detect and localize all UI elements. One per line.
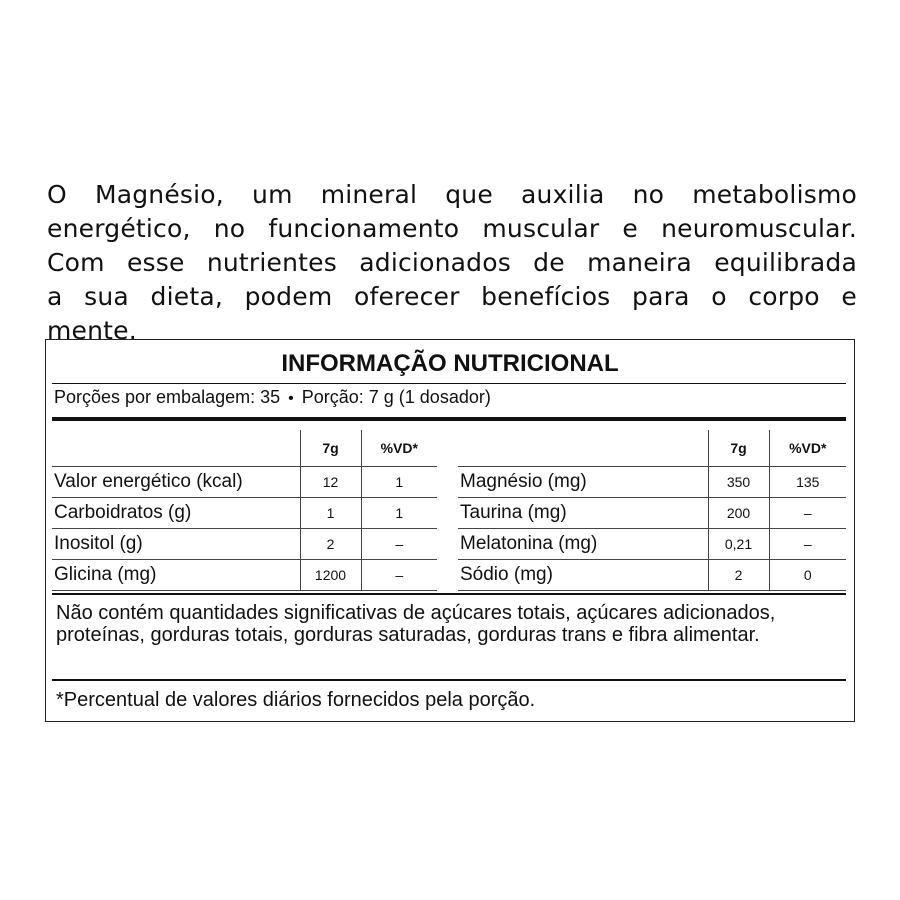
- table-row: [458, 560, 846, 591]
- daily-value-footnote: *Percentual de valores diários fornecidos pela porção.: [56, 689, 536, 711]
- product-description: [47, 178, 857, 348]
- nutrient-name: Taurina (mg): [458, 498, 708, 529]
- description-line: energético, no funcionamento muscular e neuromuscular.: [47, 214, 857, 243]
- divider: [52, 679, 846, 681]
- nutrient-vd: 135: [769, 467, 846, 498]
- nutrient-name: Magnésio (mg): [458, 467, 708, 498]
- table-row: [52, 498, 437, 529]
- table-row: [52, 560, 437, 591]
- nutrient-vd: 0: [769, 560, 846, 591]
- nutrient-amount: 350: [708, 467, 769, 498]
- nutrient-amount: 0,21: [708, 529, 769, 560]
- nutrition-title: INFORMAÇÃO NUTRICIONAL: [281, 350, 619, 377]
- nutrient-name: Inositol (g): [52, 529, 300, 560]
- description-line: Com esse nutrientes adicionados de maneira equilibrada: [47, 248, 857, 277]
- nutrient-name: Melatonina (mg): [458, 529, 708, 560]
- column-header-vd: %VD*: [361, 430, 437, 467]
- table-row: [458, 498, 846, 529]
- column-header-vd: %VD*: [769, 430, 846, 467]
- nutrient-name: Sódio (mg): [458, 560, 708, 591]
- nutrient-amount: 1200: [300, 560, 361, 591]
- table-row: [458, 529, 846, 560]
- table-row: [52, 467, 437, 498]
- nutrient-vd: 1: [361, 467, 437, 498]
- nutrient-amount: 1: [300, 498, 361, 529]
- nutrient-amount: 2: [708, 560, 769, 591]
- column-header-empty: [52, 430, 300, 467]
- portion-size: Porção: 7 g (1 dosador): [301, 387, 491, 407]
- description-line: a sua dieta, podem oferecer benefícios para o corpo e: [47, 282, 857, 311]
- serving-info: [54, 387, 491, 408]
- divider: [52, 383, 846, 384]
- nutrient-vd: 1: [361, 498, 437, 529]
- description-line: mente.: [47, 316, 137, 345]
- nutrient-amount: 2: [300, 529, 361, 560]
- table-row: [458, 467, 846, 498]
- nutrient-table-right: [458, 430, 846, 591]
- column-header-amount: 7g: [300, 430, 361, 467]
- nutrient-amount: 200: [708, 498, 769, 529]
- nutrient-vd: –: [361, 560, 437, 591]
- nutrient-name: Valor energético (kcal): [52, 467, 300, 498]
- portions-per-package: Porções por embalagem: 35: [54, 387, 281, 407]
- nutrient-vd: –: [361, 529, 437, 560]
- divider: [52, 593, 846, 595]
- nutrient-table-left: [52, 430, 437, 591]
- nutrition-facts-panel: [45, 339, 855, 722]
- nutrient-vd: –: [769, 498, 846, 529]
- description-line: O Magnésio, um mineral que auxilia no metabolismo: [47, 180, 857, 209]
- nutrient-amount: 12: [300, 467, 361, 498]
- nutrient-name: Glicina (mg): [52, 560, 300, 591]
- table-row: [52, 529, 437, 560]
- nutrient-name: Carboidratos (g): [52, 498, 300, 529]
- column-header-empty: [458, 430, 708, 467]
- bullet-separator: •: [288, 390, 294, 407]
- not-significant-note: Não contém quantidades significativas de açúcares totais, açúcares adicionados, proteínas, gorduras totais, gorduras saturadas, gorduras trans e fibra alimentar.: [56, 602, 776, 646]
- nutrient-vd: –: [769, 529, 846, 560]
- column-header-amount: 7g: [708, 430, 769, 467]
- thick-divider: [52, 417, 846, 421]
